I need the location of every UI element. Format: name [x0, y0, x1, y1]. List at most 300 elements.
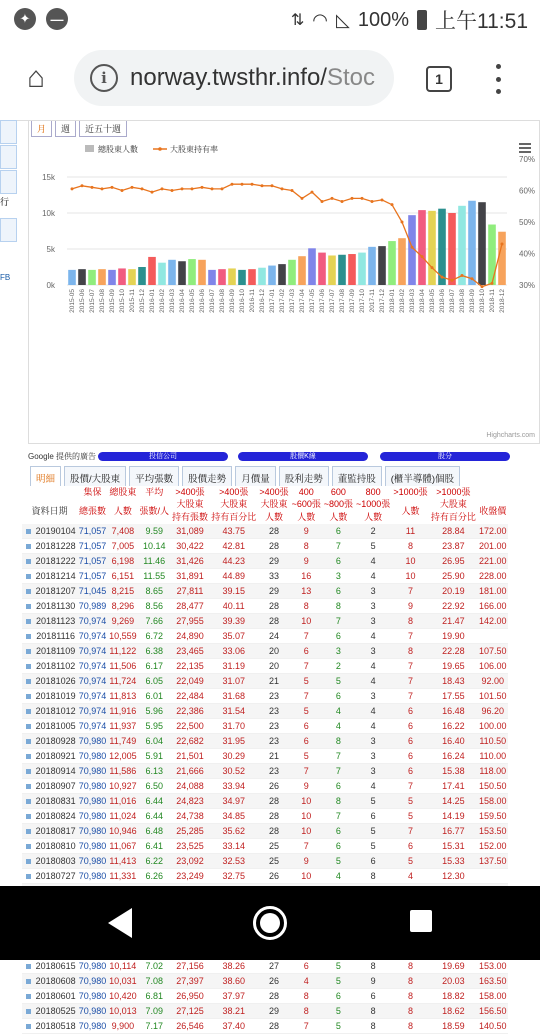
table-cell: 7.09 — [138, 1004, 170, 1019]
table-cell[interactable]: 20180921 — [34, 749, 77, 764]
table-cell[interactable]: 20181012 — [34, 704, 77, 719]
table-cell: 11.46 — [138, 554, 170, 569]
table-cell: 38.60 — [210, 974, 258, 989]
table-header[interactable]: 資料日期 — [22, 498, 77, 524]
table-cell: 9,900 — [108, 1019, 138, 1034]
x-tick-label: 2016-08 — [219, 289, 226, 313]
table-cell: 6 — [392, 749, 429, 764]
url-text[interactable]: norway.twsthr.info/Stoc — [130, 64, 375, 91]
table-row[interactable] — [22, 539, 508, 554]
row-marker-icon[interactable] — [22, 794, 34, 809]
table-cell: 153.50 — [478, 824, 508, 839]
table-row[interactable] — [22, 629, 508, 644]
back-icon[interactable] — [108, 908, 132, 938]
table-row[interactable] — [22, 659, 508, 674]
row-marker-icon[interactable] — [22, 734, 34, 749]
tab-average-lots[interactable]: 平均張數 — [129, 466, 179, 490]
table-cell[interactable]: 20180601 — [34, 989, 77, 1004]
table-row[interactable] — [22, 644, 508, 659]
table-header[interactable]: ~800張 人數 — [323, 499, 354, 522]
bar — [478, 202, 486, 285]
row-marker-icon[interactable] — [22, 539, 34, 554]
sidebar-box[interactable] — [0, 170, 17, 194]
table-cell: 4 — [354, 704, 391, 719]
table-cell[interactable]: 20181005 — [34, 719, 77, 734]
bar — [158, 263, 166, 285]
table-cell: 3 — [354, 734, 391, 749]
x-tick-label: 2017-05 — [309, 289, 316, 313]
bar — [398, 238, 406, 285]
table-cell: 11,413 — [108, 854, 138, 869]
x-tick-label: 2018-02 — [399, 289, 406, 313]
table-cell: 7 — [392, 659, 429, 674]
table-cell: 16 — [290, 569, 322, 584]
bar — [78, 269, 86, 285]
x-tick-label: 2015-10 — [119, 289, 126, 313]
table-row[interactable] — [22, 749, 508, 764]
table-cell: 5.95 — [138, 719, 170, 734]
chart-tab-week[interactable]: 週 — [55, 121, 76, 137]
table-cell: 70,974 — [77, 644, 107, 659]
table-header[interactable]: 大股東 持有百分比 — [211, 499, 257, 522]
ad-button[interactable]: 股分 — [380, 452, 510, 461]
table-cell: 5 — [354, 794, 391, 809]
row-marker-icon[interactable] — [22, 974, 34, 989]
table-cell[interactable]: 20180810 — [34, 839, 77, 854]
x-tick-label: 2016-02 — [159, 289, 166, 313]
table-cell: 13 — [290, 584, 322, 599]
table-header-top: >400張 — [210, 486, 258, 498]
x-tick-label: 2017-03 — [289, 289, 296, 313]
table-cell: 37.97 — [210, 989, 258, 1004]
address-bar[interactable] — [74, 50, 394, 106]
table-cell: 34.85 — [210, 809, 258, 824]
table-row[interactable] — [22, 869, 508, 884]
table-cell[interactable]: 20180824 — [34, 809, 77, 824]
table-cell: 31.07 — [210, 674, 258, 689]
table-cell[interactable]: 20181109 — [34, 644, 77, 659]
tab-monthly-volume[interactable]: 月價量 — [235, 466, 276, 490]
table-cell: 7 — [392, 689, 429, 704]
table-cell[interactable]: 20180803 — [34, 854, 77, 869]
bar — [268, 266, 276, 285]
x-tick-label: 2016-12 — [259, 289, 266, 313]
table-header[interactable]: ~600張 人數 — [291, 499, 321, 522]
line-point — [181, 187, 184, 190]
row-marker-icon[interactable] — [22, 809, 34, 824]
table-row[interactable] — [22, 989, 508, 1004]
table-header[interactable]: 人數 — [108, 498, 138, 524]
table-row[interactable] — [22, 974, 508, 989]
table-row[interactable] — [22, 824, 508, 839]
table-cell: 22,049 — [170, 674, 209, 689]
table-cell[interactable]: 20181214 — [34, 569, 77, 584]
table-row[interactable] — [22, 674, 508, 689]
table-cell[interactable]: 20180928 — [34, 734, 77, 749]
table-cell[interactable]: 20180608 — [34, 974, 77, 989]
tab-switcher-button[interactable]: 1 — [426, 66, 452, 92]
table-cell: 8 — [322, 599, 354, 614]
table-cell: 6 — [322, 629, 354, 644]
table-row[interactable] — [22, 569, 508, 584]
table-cell: 9 — [290, 854, 322, 869]
table-cell: 11 — [392, 524, 429, 539]
bar — [258, 268, 266, 285]
table-cell: 31,891 — [170, 569, 209, 584]
row-marker-icon[interactable] — [22, 764, 34, 779]
table-cell[interactable]: 20181019 — [34, 689, 77, 704]
table-row[interactable] — [22, 1019, 508, 1034]
table-cell: 28 — [258, 599, 290, 614]
y-right-tick-label: 60% — [519, 186, 536, 196]
bar — [448, 213, 456, 285]
table-row[interactable] — [22, 809, 508, 824]
table-cell[interactable]: 20181026 — [34, 674, 77, 689]
table-cell: 70,980 — [77, 854, 107, 869]
table-cell: 6 — [322, 989, 354, 1004]
table-cell: 8 — [290, 539, 322, 554]
sidebar-item-label[interactable]: 行 — [0, 195, 15, 215]
table-cell[interactable]: 20180525 — [34, 1004, 77, 1019]
table-cell: 25,285 — [170, 824, 209, 839]
x-tick-label: 2018-07 — [449, 289, 456, 313]
row-marker-icon[interactable] — [22, 659, 34, 674]
ad-button[interactable]: 股價K線 — [238, 452, 368, 461]
table-cell: 7.08 — [138, 974, 170, 989]
table-cell: 17.55 — [429, 689, 477, 704]
table-cell: 16.77 — [429, 824, 477, 839]
table-cell: 15.31 — [429, 839, 477, 854]
sidebar-fb-link[interactable]: FB — [0, 273, 11, 282]
table-cell[interactable]: 20181123 — [34, 614, 77, 629]
table-header[interactable]: 大股東 持有百分比 — [430, 499, 476, 522]
table-row[interactable] — [22, 794, 508, 809]
row-marker-icon[interactable] — [22, 1019, 34, 1034]
table-row[interactable] — [22, 689, 508, 704]
table-cell: 39.39 — [210, 614, 258, 629]
table-header[interactable]: 人數 — [392, 498, 429, 524]
table-cell: 9 — [354, 974, 391, 989]
bar — [248, 269, 256, 285]
chart-tab-month[interactable]: 月 — [31, 121, 52, 137]
table-row[interactable] — [22, 599, 508, 614]
table-cell: 16.40 — [429, 734, 477, 749]
table-cell: 6 — [322, 554, 354, 569]
table-header[interactable]: ~1000張 人數 — [356, 499, 391, 522]
table-cell: 10 — [290, 824, 322, 839]
x-tick-label: 2016-07 — [209, 289, 216, 313]
x-tick-label: 2018-10 — [479, 289, 486, 313]
table-row[interactable] — [22, 554, 508, 569]
line-point — [91, 186, 94, 189]
table-cell[interactable]: 20180817 — [34, 824, 77, 839]
y-left-tick-label: 0k — [46, 281, 55, 290]
tab-price-holders[interactable]: 股價/大股東 — [64, 466, 126, 490]
table-cell: 16.24 — [429, 749, 477, 764]
row-marker-icon[interactable] — [22, 614, 34, 629]
table-header[interactable]: 大股東 持有張數 — [171, 499, 208, 522]
table-cell: 14.25 — [429, 794, 477, 809]
y-right-tick-label: 70% — [519, 155, 536, 164]
bar — [88, 270, 96, 285]
table-cell: 30.52 — [210, 764, 258, 779]
table-cell: 71,057 — [77, 524, 107, 539]
messenger-icon: ✦ — [14, 8, 36, 30]
table-cell: 11,813 — [108, 689, 138, 704]
table-cell: 39.15 — [210, 584, 258, 599]
table-cell: 24,890 — [170, 629, 209, 644]
table-row[interactable] — [22, 764, 508, 779]
table-cell: 70,980 — [77, 794, 107, 809]
overflow-menu-button[interactable] — [488, 64, 508, 94]
table-cell: 26,950 — [170, 989, 209, 1004]
sidebar-box[interactable] — [0, 120, 17, 144]
table-cell: 29 — [258, 1004, 290, 1019]
table-header[interactable]: 總張數 — [77, 498, 107, 524]
table-cell: 6.01 — [138, 689, 170, 704]
table-header-top — [22, 486, 77, 498]
x-tick-label: 2016-03 — [169, 289, 176, 313]
table-header[interactable]: 收盤價 — [478, 498, 508, 524]
row-marker-icon[interactable] — [22, 779, 34, 794]
table-cell: 7 — [290, 839, 322, 854]
table-cell: 3 — [354, 764, 391, 779]
chart-tab-50weeks[interactable]: 近五十週 — [79, 121, 127, 137]
table-cell[interactable]: 20181116 — [34, 629, 77, 644]
table-cell: 28 — [258, 1019, 290, 1034]
line-point — [151, 191, 154, 194]
table-cell: 18.43 — [429, 674, 477, 689]
table-cell: 9,269 — [108, 614, 138, 629]
table-row[interactable] — [22, 704, 508, 719]
table-cell: 70,980 — [77, 734, 107, 749]
table-row[interactable] — [22, 959, 508, 974]
row-marker-icon[interactable] — [22, 599, 34, 614]
row-marker-icon[interactable] — [22, 569, 34, 584]
table-cell — [478, 869, 508, 884]
table-cell: 6 — [322, 839, 354, 854]
table-cell: 10,946 — [108, 824, 138, 839]
table-cell[interactable]: 20180615 — [34, 959, 77, 974]
page-content — [0, 120, 540, 1031]
row-marker-icon[interactable] — [22, 719, 34, 734]
table-cell: 11,586 — [108, 764, 138, 779]
table-cell: 228.00 — [478, 569, 508, 584]
x-tick-label: 2015-11 — [129, 289, 136, 313]
row-marker-icon[interactable] — [22, 554, 34, 569]
table-cell: 71,057 — [77, 569, 107, 584]
table-cell: 31.54 — [210, 704, 258, 719]
table-cell: 25.90 — [429, 569, 477, 584]
table-cell: 8 — [322, 734, 354, 749]
table-cell: 5 — [354, 539, 391, 554]
sidebar-box[interactable] — [0, 218, 17, 242]
table-header[interactable]: 張數/人 — [138, 498, 170, 524]
row-marker-icon[interactable] — [22, 629, 34, 644]
row-marker-icon[interactable] — [22, 704, 34, 719]
table-row[interactable] — [22, 779, 508, 794]
table-cell: 8 — [354, 959, 391, 974]
row-marker-icon[interactable] — [22, 689, 34, 704]
table-cell: 21,666 — [170, 764, 209, 779]
bar — [428, 211, 436, 285]
table-cell: 6.81 — [138, 989, 170, 1004]
table-cell: 6.05 — [138, 674, 170, 689]
line-point — [341, 200, 344, 203]
table-cell: 11,067 — [108, 839, 138, 854]
tab-sector-stocks[interactable]: (櫃半導體)個股 — [385, 466, 460, 490]
table-cell: 20 — [258, 659, 290, 674]
table-cell: 107.50 — [478, 644, 508, 659]
table-cell: 21 — [258, 674, 290, 689]
row-marker-icon[interactable] — [22, 839, 34, 854]
bar — [368, 247, 376, 285]
x-tick-label: 2016-11 — [249, 289, 256, 313]
shareholder-chart — [29, 121, 539, 441]
table-cell: 42.81 — [210, 539, 258, 554]
table-cell: 5 — [392, 809, 429, 824]
row-marker-icon[interactable] — [22, 749, 34, 764]
row-marker-icon[interactable] — [22, 959, 34, 974]
table-cell: 19.69 — [429, 959, 477, 974]
line-point — [371, 200, 374, 203]
table-cell: 7 — [322, 764, 354, 779]
table-cell: 158.00 — [478, 989, 508, 1004]
table-cell: 9 — [392, 599, 429, 614]
row-marker-icon[interactable] — [22, 989, 34, 1004]
table-cell[interactable]: 20190104 — [34, 524, 77, 539]
table-row[interactable] — [22, 719, 508, 734]
table-cell[interactable]: 20180518 — [34, 1019, 77, 1034]
table-cell: 5 — [392, 854, 429, 869]
table-cell: 24 — [258, 629, 290, 644]
table-row[interactable] — [22, 734, 508, 749]
table-cell: 44.23 — [210, 554, 258, 569]
table-cell: 38.26 — [210, 959, 258, 974]
info-icon[interactable]: i — [90, 64, 118, 92]
home-circle-icon[interactable] — [253, 906, 287, 940]
table-cell: 32.53 — [210, 854, 258, 869]
table-cell: 6 — [290, 959, 322, 974]
x-tick-label: 2018-08 — [459, 289, 466, 313]
table-cell: 6,198 — [108, 554, 138, 569]
bar — [288, 260, 296, 285]
table-cell[interactable]: 20180727 — [34, 869, 77, 884]
table-cell: 4 — [290, 974, 322, 989]
table-cell: 6.13 — [138, 764, 170, 779]
table-cell[interactable]: 20180914 — [34, 764, 77, 779]
table-cell: 152.00 — [478, 839, 508, 854]
table-row[interactable] — [22, 584, 508, 599]
row-marker-icon[interactable] — [22, 674, 34, 689]
table-cell: 71,057 — [77, 554, 107, 569]
left-sidebar — [0, 120, 18, 420]
table-cell: 16.22 — [429, 719, 477, 734]
bar — [168, 260, 176, 285]
tab-detail[interactable]: 明細 — [30, 466, 61, 490]
line-point — [191, 187, 194, 190]
bar — [498, 232, 506, 285]
bar — [338, 255, 346, 285]
table-cell: 6.04 — [138, 734, 170, 749]
bar — [128, 269, 136, 285]
table-row[interactable] — [22, 854, 508, 869]
table-cell: 27 — [258, 959, 290, 974]
table-cell: 15.33 — [429, 854, 477, 869]
tab-price-trend[interactable]: 股價走勢 — [182, 466, 232, 490]
do-not-disturb-icon: — — [46, 8, 68, 30]
table-cell[interactable]: 20181222 — [34, 554, 77, 569]
table-cell: 22.28 — [429, 644, 477, 659]
tab-dividend-trend[interactable]: 股利走勢 — [279, 466, 329, 490]
table-cell: 22,135 — [170, 659, 209, 674]
table-header[interactable]: 大股東 人數 — [258, 498, 290, 524]
table-cell: 33.94 — [210, 779, 258, 794]
line-point — [281, 187, 284, 190]
recents-icon[interactable] — [410, 910, 432, 932]
table-cell: 6 — [322, 824, 354, 839]
table-cell: 8,296 — [108, 599, 138, 614]
tab-director-holdings[interactable]: 董監持股 — [332, 466, 382, 490]
bar — [98, 269, 106, 285]
table-cell[interactable]: 20181130 — [34, 599, 77, 614]
table-cell: 24,823 — [170, 794, 209, 809]
line-point — [161, 187, 164, 190]
table-cell[interactable]: 20181228 — [34, 539, 77, 554]
table-cell: 9 — [290, 524, 322, 539]
table-cell: 6 — [392, 839, 429, 854]
table-cell[interactable]: 20181102 — [34, 659, 77, 674]
ad-button[interactable]: 投信公司 — [98, 452, 228, 461]
bar — [68, 270, 76, 285]
table-cell[interactable]: 20181207 — [34, 584, 77, 599]
table-cell: 142.00 — [478, 614, 508, 629]
table-cell: 33.14 — [210, 839, 258, 854]
row-marker-icon[interactable] — [22, 869, 34, 884]
table-cell: 28 — [258, 524, 290, 539]
table-row[interactable] — [22, 614, 508, 629]
table-cell: 3 — [354, 689, 391, 704]
table-row[interactable] — [22, 524, 508, 539]
bar — [308, 248, 316, 285]
table-cell: 20.19 — [429, 584, 477, 599]
table-cell[interactable]: 20180907 — [34, 779, 77, 794]
table-cell: 27,125 — [170, 1004, 209, 1019]
x-tick-label: 2016-06 — [199, 289, 206, 313]
row-marker-icon[interactable] — [22, 824, 34, 839]
table-cell: 10 — [290, 869, 322, 884]
table-cell: 37.40 — [210, 1019, 258, 1034]
x-tick-label: 2016-09 — [229, 289, 236, 313]
table-cell: 7 — [392, 674, 429, 689]
row-marker-icon[interactable] — [22, 584, 34, 599]
table-cell[interactable]: 20180831 — [34, 794, 77, 809]
row-marker-icon[interactable] — [22, 854, 34, 869]
row-marker-icon[interactable] — [22, 524, 34, 539]
table-cell: 18.62 — [429, 1004, 477, 1019]
home-button[interactable]: ⌂ — [26, 61, 46, 94]
table-row[interactable] — [22, 839, 508, 854]
x-tick-label: 2018-12 — [499, 289, 506, 313]
sidebar-box[interactable] — [0, 145, 17, 169]
table-row[interactable] — [22, 1004, 508, 1019]
row-marker-icon[interactable] — [22, 1004, 34, 1019]
table-cell: 5 — [354, 824, 391, 839]
bar — [468, 201, 476, 285]
x-tick-label: 2017-02 — [279, 289, 286, 313]
row-marker-icon[interactable] — [22, 644, 34, 659]
battery-icon — [417, 10, 427, 30]
